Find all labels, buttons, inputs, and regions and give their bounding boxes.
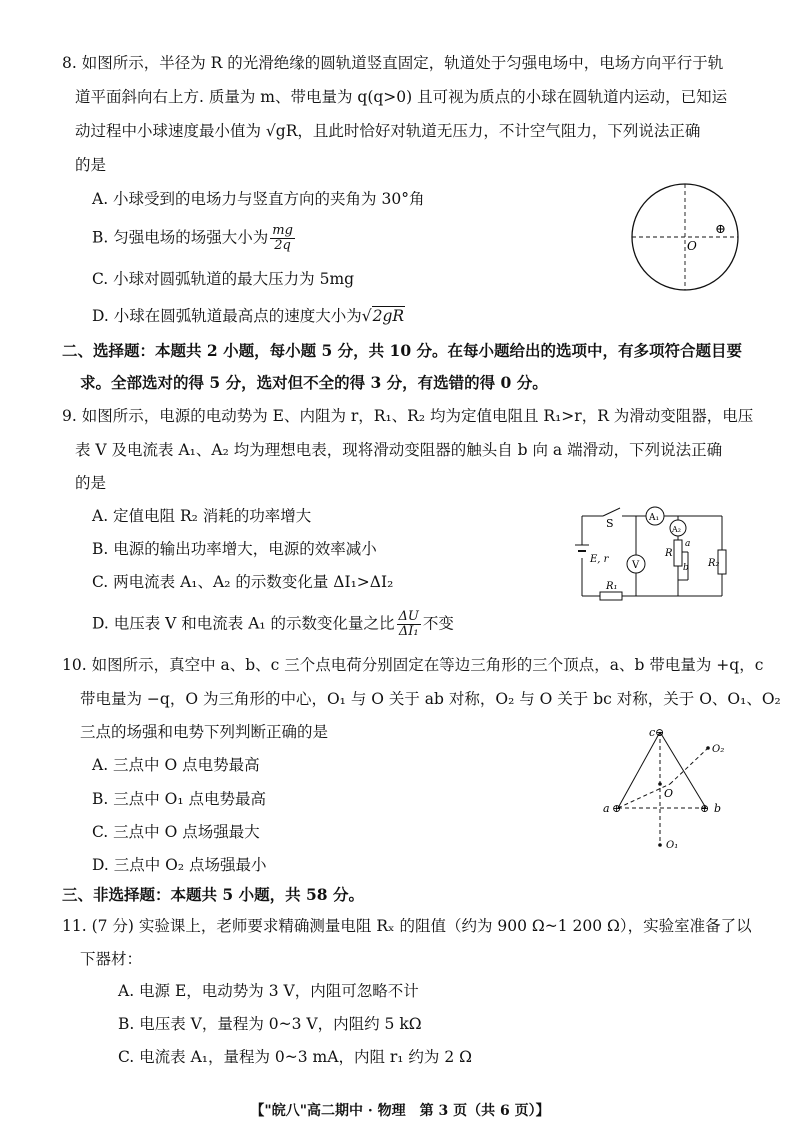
q11-option-b: B. 电压表 V，量程为 0~3 V，内阻约 5 kΩ (118, 1015, 422, 1033)
q9-stem-line-2: 表 V 及电流表 A₁、A₂ 均为理想电表，现将滑动变阻器的触头自 b 向 a 端滑动，下列说法正确 (75, 441, 723, 459)
q9-voltmeter-label: V (632, 560, 640, 571)
q10-point-o2 (706, 746, 710, 750)
q8-option-b-numerator: mg (272, 223, 293, 238)
q10-option-b: B. 三点中 O₁ 点电势最高 (92, 790, 267, 808)
section3-heading: 三、非选择题：本题共 5 小题，共 58 分。 (62, 885, 364, 904)
q9-option-d-numerator: ΔU (398, 609, 419, 624)
q10-triangle-figure (600, 720, 745, 855)
q8-stem-line-4: 的是 (75, 156, 107, 174)
q10-stem-line-2: 带电量为 −q，O 为三角形的中心，O₁ 与 O 关于 ab 对称，O₂ 与 O 关于 bc 对称，关于 O、O₁、O₂ (80, 690, 781, 708)
q8-option-c: C. 小球对圆弧轨道的最大压力为 5mg (92, 270, 355, 288)
section2-line-1: 二、选择题：本题共 2 小题，每小题 5 分，共 10 分。在每小题给出的选项中，有多项符合题目要 (62, 341, 743, 360)
q9-option-d-fraction (397, 610, 421, 639)
q8-option-b-text: B. 匀强电场的场强大小为 (92, 228, 269, 247)
q8-circle-figure (625, 180, 745, 300)
q8-charge-icon: ⊕ (715, 222, 726, 237)
q9-option-b: B. 电源的输出功率增大，电源的效率减小 (92, 540, 377, 558)
q9-option-d-suffix: 不变 (422, 614, 454, 633)
q10-point-o (658, 782, 662, 786)
q9-switch-blade (603, 508, 620, 516)
q10-label-o2: O₂ (712, 744, 725, 755)
q10-plus-charge-a-icon: ⊕ (612, 802, 622, 815)
q10-option-d: D. 三点中 O₂ 点场强最小 (92, 856, 267, 874)
q8-stem-line-1: 8. 如图所示，半径为 R 的光滑绝缘的圆轨道竖直固定，轨道处于匀强电场中，电场方向平行于轨 (62, 54, 724, 72)
q9-option-d-text: D. 电压表 V 和电流表 A₁ 的示数变化量之比 (92, 614, 395, 633)
q8-option-d-text: D. 小球在圆弧轨道最高点的速度大小为 (92, 307, 362, 325)
q8-option-b-denominator: 2q (274, 238, 291, 253)
q10-label-a: a (603, 802, 610, 815)
q10-stem-line-1: 10. 如图所示，真空中 a、b、c 三个点电荷分别固定在等边三角形的三个顶点，a、b 带电量为 +q，c (62, 656, 764, 674)
q10-label-o1: O₁ (666, 840, 679, 851)
q8-option-d-radicand: 2gR (372, 307, 405, 325)
q9-r2-label: R₂ (708, 558, 720, 569)
q9-switch-label: S (606, 517, 614, 530)
section2-line-2: 求。全部选对的得 5 分，选对但不全的得 3 分，有选错的得 0 分。 (80, 373, 548, 392)
q9-a1-label: A₁ (649, 513, 660, 523)
q9-source-label: E, r (590, 554, 609, 565)
q11-option-c: C. 电流表 A₁，量程为 0~3 mA，内阻 r₁ 约为 2 Ω (118, 1048, 472, 1066)
q11-option-a: A. 电源 E，电动势为 3 V，内阻可忽略不计 (118, 982, 419, 1000)
q10-axis-o-o2 (670, 748, 708, 784)
q10-stem-line-3: 三点的场强和电势下列判断正确的是 (80, 723, 329, 741)
q9-option-d-denominator: ΔI₁ (398, 624, 419, 639)
q9-b-label: b (683, 563, 689, 573)
q8-option-d: D. 小球在圆弧轨道最高点的速度大小为√2gR (92, 307, 405, 325)
q10-plus-charge-b-icon: ⊕ (700, 802, 710, 815)
q8-option-a: A. 小球受到的电场力与竖直方向的夹角为 30°角 (92, 190, 425, 208)
q9-rheostat (674, 540, 682, 566)
q8-option-b-fraction (270, 224, 295, 253)
q10-label-o: O (664, 787, 674, 800)
q9-stem-line-3: 的是 (75, 474, 107, 492)
q10-label-b: b (714, 802, 722, 815)
q9-option-c: C. 两电流表 A₁、A₂ 的示数变化量 ΔI₁>ΔI₂ (92, 573, 394, 591)
q9-a2-label: A₂ (672, 525, 681, 534)
q8-center-label: O (687, 239, 697, 253)
q10-point-o1 (658, 843, 662, 847)
q10-option-c: C. 三点中 O 点场强最大 (92, 823, 260, 841)
q9-a-label: a (685, 539, 691, 549)
q11-stem-line-2: 下器材： (80, 950, 143, 968)
q10-minus-charge-icon: ⊖ (655, 726, 665, 739)
q10-option-a: A. 三点中 O 点电势最高 (92, 756, 260, 774)
q11-stem-line-1: 11. (7 分) 实验课上，老师要求精确测量电阻 Rₓ 的阻值（约为 900 Ω~1 200 Ω），实验室准备了以 (62, 917, 752, 935)
q8-option-b (92, 224, 297, 253)
q8-stem-line-3: 动过程中小球速度最小值为 √gR，且此时恰好对轨道无压力，不计空气阻力，下列说法正确 (75, 122, 701, 140)
q10-median-a (618, 784, 670, 808)
q9-resistor-r1 (600, 592, 622, 600)
page-footer: 【"皖八"高二期中 · 物理 第 3 页（共 6 页）】 (250, 1103, 550, 1119)
q9-circuit-figure (570, 500, 745, 610)
q9-option-d (92, 610, 454, 639)
q8-stem-line-2: 道平面斜向右上方. 质量为 m、带电量为 q(q>0) 且可视为质点的小球在圆轨道内运动，已知运 (75, 88, 728, 106)
q9-r-label: R (665, 548, 673, 559)
q10-label-c: c (649, 726, 656, 739)
q9-r1-label: R₁ (606, 581, 618, 592)
q9-stem-line-1: 9. 如图所示，电源的电动势为 E、内阻为 r，R₁、R₂ 均为定值电阻且 R₁>r，R 为滑动变阻器，电压 (62, 407, 754, 425)
q10-side-ca (618, 732, 660, 808)
q9-option-a: A. 定值电阻 R₂ 消耗的功率增大 (92, 507, 312, 525)
